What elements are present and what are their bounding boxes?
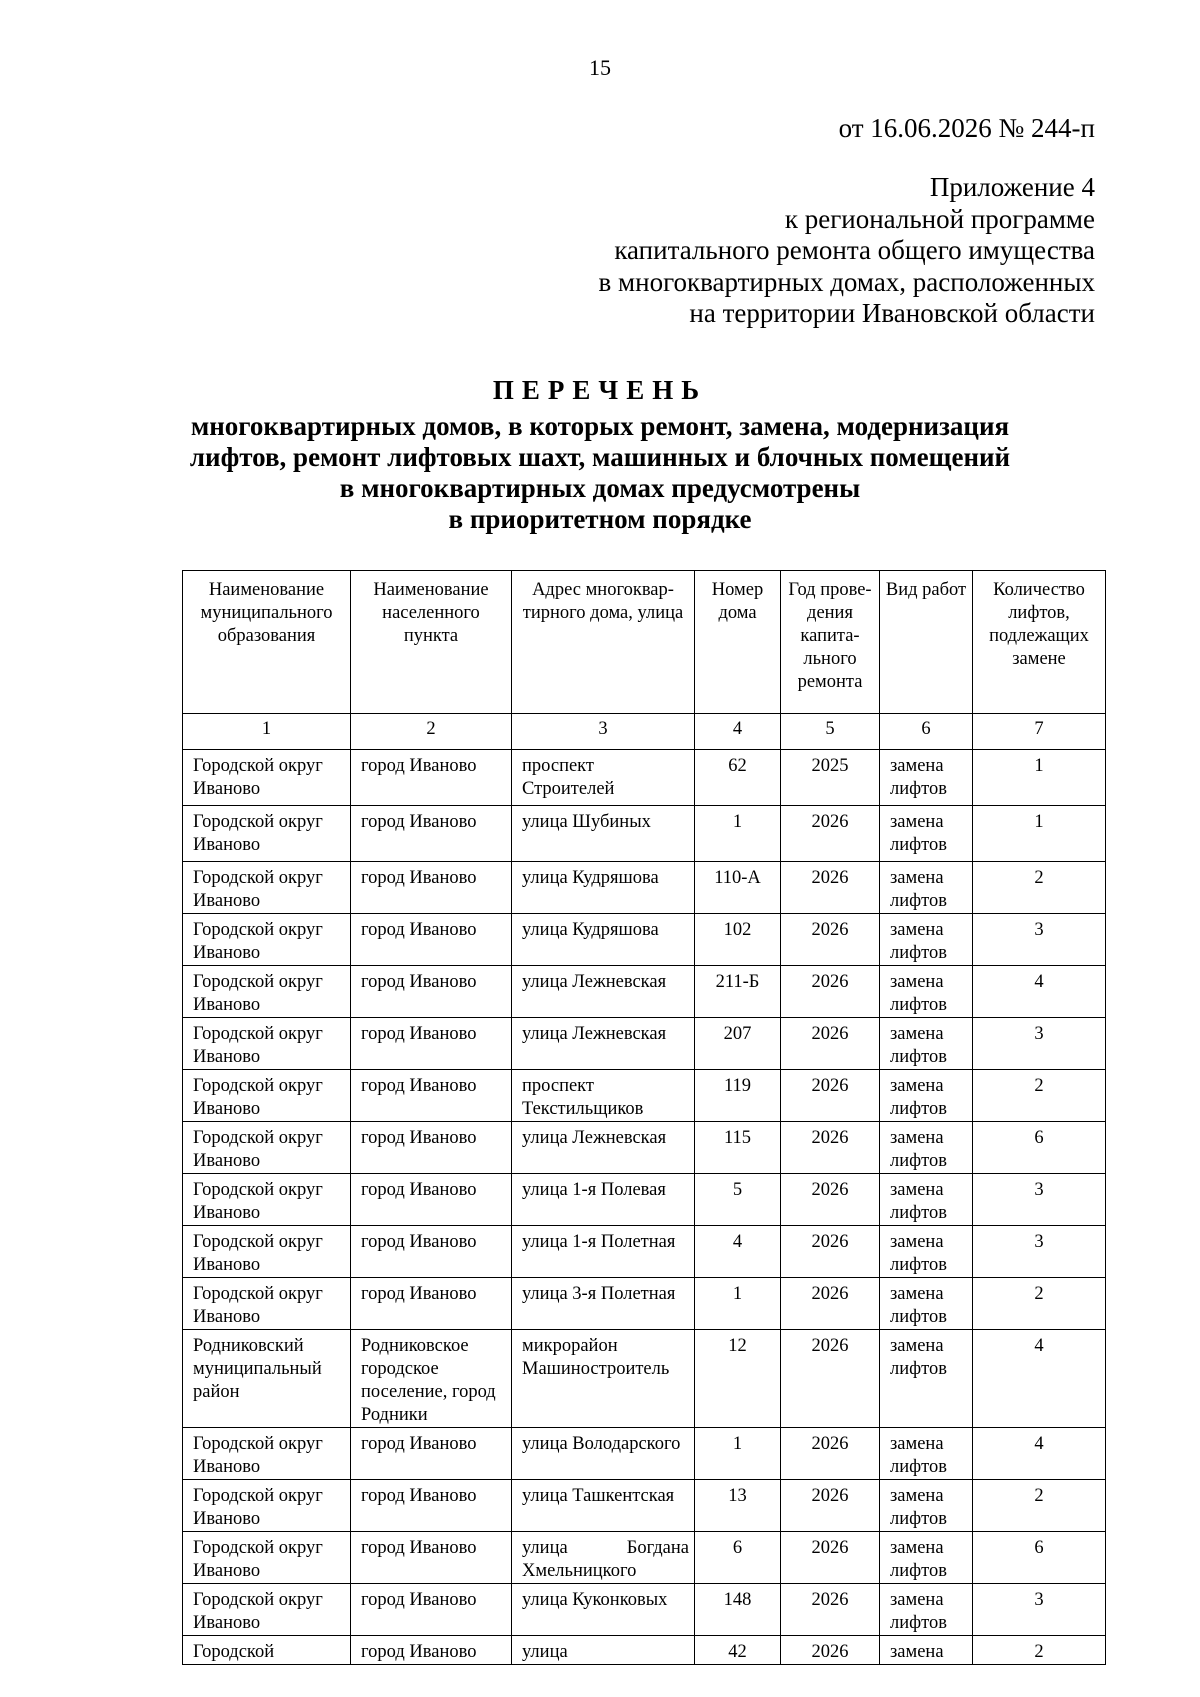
cell-municipality: Городской округ Иваново	[183, 1018, 351, 1070]
cell-address: микрорайон Машиностроитель	[512, 1330, 695, 1428]
cell-repair-year: 2026	[781, 1226, 880, 1278]
cell-settlement: город Иваново	[351, 750, 512, 806]
cell-settlement: город Иваново	[351, 1636, 512, 1665]
cell-elevator-count: 2	[973, 1278, 1106, 1330]
cell-repair-year: 2026	[781, 966, 880, 1018]
appendix-line: в многоквартирных домах, расположенных	[598, 266, 1095, 297]
page-number: 15	[589, 55, 611, 80]
table-body	[183, 750, 1106, 1665]
document-reference: от 16.06.2026 № 244-п	[838, 113, 1095, 143]
table-header-row	[183, 571, 1106, 714]
cell-house-number: 211-Б	[695, 966, 781, 1018]
table-row	[183, 1226, 1106, 1278]
appendix-line: капитального ремонта общего имущества	[614, 235, 1095, 265]
document-subtitle	[0, 411, 1200, 535]
cell-elevator-count: 6	[973, 1532, 1106, 1584]
cell-elevator-count: 6	[973, 1122, 1106, 1174]
cell-municipality: Городской округ Иваново	[183, 1122, 351, 1174]
cell-municipality: Городской округ Иваново	[183, 1428, 351, 1480]
cell-elevator-count: 2	[973, 862, 1106, 914]
column-number: 6	[880, 714, 973, 750]
cell-address: улица Лежневская	[512, 1018, 695, 1070]
column-number-row	[183, 714, 1106, 750]
cell-municipality: Городской округ Иваново	[183, 1174, 351, 1226]
cell-settlement: город Иваново	[351, 966, 512, 1018]
cell-municipality: Городской округ Иваново	[183, 806, 351, 862]
subtitle-line: в приоритетном порядке	[448, 504, 752, 534]
cell-municipality: Родниковский муниципальный район	[183, 1330, 351, 1428]
cell-settlement: город Иваново	[351, 1070, 512, 1122]
cell-settlement: город Иваново	[351, 1532, 512, 1584]
column-number: 3	[512, 714, 695, 750]
cell-address: улица Куконковых	[512, 1584, 695, 1636]
header-municipality: Наименование муниципального образования	[183, 571, 351, 714]
cell-work-type: замена лифтов	[880, 1428, 973, 1480]
column-number: 7	[973, 714, 1106, 750]
cell-elevator-count: 3	[973, 1584, 1106, 1636]
cell-house-number: 62	[695, 750, 781, 806]
cell-work-type: замена лифтов	[880, 1226, 973, 1278]
cell-work-type: замена лифтов	[880, 1480, 973, 1532]
cell-work-type: замена лифтов	[880, 1584, 973, 1636]
cell-municipality: Городской округ Иваново	[183, 1480, 351, 1532]
cell-elevator-count: 1	[973, 750, 1106, 806]
cell-elevator-count: 4	[973, 966, 1106, 1018]
cell-address: улица 1-я Полевая	[512, 1174, 695, 1226]
table-row	[183, 1480, 1106, 1532]
elevator-replacement-table	[182, 570, 1106, 1665]
cell-address: проспект Строителей	[512, 750, 695, 806]
cell-address: улица 3-я Полетная	[512, 1278, 695, 1330]
cell-work-type: замена лифтов	[880, 1532, 973, 1584]
cell-municipality: Городской округ Иваново	[183, 1532, 351, 1584]
appendix-line: к региональной программе	[784, 203, 1095, 234]
cell-work-type: замена лифтов	[880, 1122, 973, 1174]
cell-address: улица Богдана Хмельницкого	[512, 1532, 695, 1584]
cell-repair-year: 2026	[781, 862, 880, 914]
cell-house-number: 1	[695, 1428, 781, 1480]
cell-repair-year: 2026	[781, 1174, 880, 1226]
cell-repair-year: 2026	[781, 1070, 880, 1122]
cell-house-number: 115	[695, 1122, 781, 1174]
cell-municipality: Городской округ Иваново	[183, 914, 351, 966]
cell-elevator-count: 3	[973, 1226, 1106, 1278]
subtitle-line: в многоквартирных домах предусмотрены	[339, 473, 861, 503]
table-row	[183, 1330, 1106, 1428]
table-row	[183, 966, 1106, 1018]
cell-house-number: 6	[695, 1532, 781, 1584]
cell-municipality: Городской округ Иваново	[183, 1584, 351, 1636]
appendix-line: Приложение 4	[929, 172, 1095, 202]
cell-elevator-count: 2	[973, 1070, 1106, 1122]
cell-address: проспект Текстильщиков	[512, 1070, 695, 1122]
cell-house-number: 1	[695, 806, 781, 862]
cell-work-type: замена лифтов	[880, 914, 973, 966]
table-row	[183, 1584, 1106, 1636]
cell-settlement: город Иваново	[351, 1278, 512, 1330]
cell-work-type: замена лифтов	[880, 750, 973, 806]
cell-municipality: Городской округ Иваново	[183, 1226, 351, 1278]
table-row	[183, 1532, 1106, 1584]
cell-house-number: 119	[695, 1070, 781, 1122]
cell-settlement: город Иваново	[351, 1122, 512, 1174]
cell-elevator-count: 4	[973, 1330, 1106, 1428]
header-elevator-count: Количество лифтов, подлежащих замене	[973, 571, 1106, 714]
cell-address: улица Лежневская	[512, 1122, 695, 1174]
document-title: ПЕРЕЧЕНЬ	[492, 375, 708, 405]
cell-work-type: замена лифтов	[880, 1174, 973, 1226]
cell-settlement: Родниковское городское поселение, город Родники	[351, 1330, 512, 1428]
cell-elevator-count: 3	[973, 1174, 1106, 1226]
cell-house-number: 13	[695, 1480, 781, 1532]
column-number: 5	[781, 714, 880, 750]
cell-repair-year: 2026	[781, 1480, 880, 1532]
cell-house-number: 102	[695, 914, 781, 966]
cell-repair-year: 2026	[781, 1122, 880, 1174]
cell-work-type: замена лифтов	[880, 1018, 973, 1070]
cell-address: улица Лежневская	[512, 966, 695, 1018]
table-row	[183, 1428, 1106, 1480]
column-number: 4	[695, 714, 781, 750]
cell-address: улица Шубиных	[512, 806, 695, 862]
cell-work-type: замена лифтов	[880, 1070, 973, 1122]
cell-work-type: замена лифтов	[880, 862, 973, 914]
cell-settlement: город Иваново	[351, 1428, 512, 1480]
cell-house-number: 4	[695, 1226, 781, 1278]
cell-address: улица Ташкентская	[512, 1480, 695, 1532]
header-house-number: Номер дома	[695, 571, 781, 714]
cell-settlement: город Иваново	[351, 1226, 512, 1278]
cell-repair-year: 2026	[781, 806, 880, 862]
cell-settlement: город Иваново	[351, 1018, 512, 1070]
header-settlement: Наименование населенного пункта	[351, 571, 512, 714]
cell-elevator-count: 1	[973, 806, 1106, 862]
cell-municipality: Городской округ Иваново	[183, 750, 351, 806]
cell-municipality: Городской	[183, 1636, 351, 1665]
cell-house-number: 148	[695, 1584, 781, 1636]
cell-municipality: Городской округ Иваново	[183, 1070, 351, 1122]
cell-settlement: город Иваново	[351, 1174, 512, 1226]
cell-repair-year: 2026	[781, 914, 880, 966]
cell-work-type: замена лифтов	[880, 966, 973, 1018]
table-row	[183, 1018, 1106, 1070]
cell-address: улица	[512, 1636, 695, 1665]
appendix-line: на территории Ивановской области	[689, 298, 1095, 328]
cell-repair-year: 2026	[781, 1636, 880, 1665]
cell-repair-year: 2026	[781, 1584, 880, 1636]
cell-work-type: замена лифтов	[880, 806, 973, 862]
column-number: 1	[183, 714, 351, 750]
cell-house-number: 110-А	[695, 862, 781, 914]
cell-settlement: город Иваново	[351, 806, 512, 862]
cell-municipality: Городской округ Иваново	[183, 1278, 351, 1330]
cell-house-number: 5	[695, 1174, 781, 1226]
cell-address: улица Володарского	[512, 1428, 695, 1480]
table-row	[183, 914, 1106, 966]
table-row	[183, 1636, 1106, 1665]
cell-municipality: Городской округ Иваново	[183, 862, 351, 914]
cell-work-type: замена	[880, 1636, 973, 1665]
cell-house-number: 12	[695, 1330, 781, 1428]
cell-address: улица Кудряшова	[512, 862, 695, 914]
cell-repair-year: 2026	[781, 1278, 880, 1330]
column-number: 2	[351, 714, 512, 750]
cell-elevator-count: 4	[973, 1428, 1106, 1480]
cell-repair-year: 2026	[781, 1330, 880, 1428]
table-row	[183, 1174, 1106, 1226]
table-row	[183, 862, 1106, 914]
cell-repair-year: 2026	[781, 1532, 880, 1584]
table-row	[183, 806, 1106, 862]
table-row	[183, 1278, 1106, 1330]
cell-house-number: 42	[695, 1636, 781, 1665]
table-row	[183, 1070, 1106, 1122]
table-row	[183, 1122, 1106, 1174]
subtitle-line: лифтов, ремонт лифтовых шахт, машинных и блочных помещений	[189, 442, 1011, 472]
cell-house-number: 207	[695, 1018, 781, 1070]
cell-address: улица 1-я Полетная	[512, 1226, 695, 1278]
header-repair-year: Год прове-дения капита-льного ремонта	[781, 571, 880, 714]
cell-settlement: город Иваново	[351, 1584, 512, 1636]
cell-repair-year: 2026	[781, 1018, 880, 1070]
appendix-block	[599, 172, 1095, 330]
cell-elevator-count: 3	[973, 1018, 1106, 1070]
cell-house-number: 1	[695, 1278, 781, 1330]
cell-elevator-count: 2	[973, 1636, 1106, 1665]
cell-repair-year: 2025	[781, 750, 880, 806]
cell-settlement: город Иваново	[351, 914, 512, 966]
table-row	[183, 750, 1106, 806]
cell-elevator-count: 3	[973, 914, 1106, 966]
cell-settlement: город Иваново	[351, 862, 512, 914]
cell-work-type: замена лифтов	[880, 1330, 973, 1428]
cell-repair-year: 2026	[781, 1428, 880, 1480]
cell-municipality: Городской округ Иваново	[183, 966, 351, 1018]
cell-work-type: замена лифтов	[880, 1278, 973, 1330]
cell-address: улица Кудряшова	[512, 914, 695, 966]
subtitle-line: многоквартирных домов, в которых ремонт, замена, модернизация	[190, 411, 1010, 441]
cell-settlement: город Иваново	[351, 1480, 512, 1532]
cell-elevator-count: 2	[973, 1480, 1106, 1532]
header-work-type: Вид работ	[880, 571, 973, 714]
header-address: Адрес многоквар-тирного дома, улица	[512, 571, 695, 714]
